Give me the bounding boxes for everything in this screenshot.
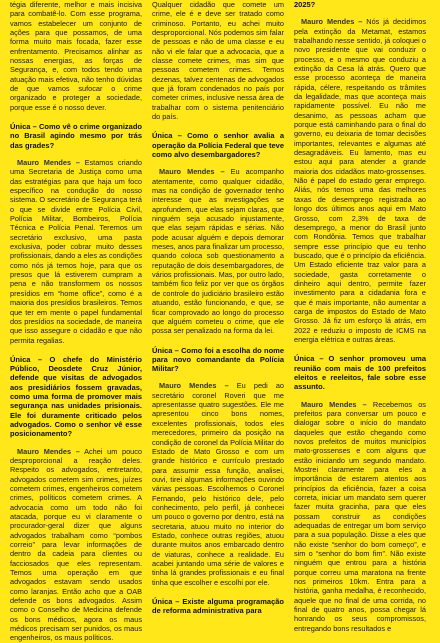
answer-text: Eu acompanho atentamente, como qualquer cidadão, mas na condição de governador tenho interesse que as investigações se aprofundem, que elas sejam claras, que ninguém seja acusado injustamente, que elas sejam rápidas e sérias. Não pode acusar alguém e depois demorar meses, anos para finalizar um processo, quando coloca sob questionamento a reputação de dois desembargadores, de vários profissionais. Mas, por outro lado, também fico feliz por ver que os órgãos de controle do judiciário brasileiro estão atuando, estão funcionando, e que, se ficar comprovado ao longo do processo que alguém cometeu o crime, que ele possa ser penalizado na forma da lei. [152, 167, 284, 336]
column-right [294, 0, 426, 633]
answer-text: Estamos criando uma Secretaria de Justiça como uma das estratégias para que haja um foco específico na condução do nosso sistema. O secretário de Segurança terá o que se divide entre Polícia Civil, Polícia Militar, Bombeiros, Polícia Técnica e Polícia Penal. Teremos um secretário exclusivo, uma pasta exclusiva, poder cobrar muito desses profissionais, dando a eles as condições como nós já temos hoje, para que os presos que lá estiverem cumpram a pena e não transformem os nossos presídios em “home office”, como é a maioria dos presídios brasileiros. Temos que ter em mente o papel fundamental dos presídios na sociedade, de maneira que isso assegure o cidadão e que não permita regalias. [10, 158, 142, 345]
interview-question: Única – O chefe do Ministério Público, Deosdete Cruz Júnior, defende que visitas de advogados aos presidiários fossem gravadas, como uma forma de promover mais segurança nas unidades prisionais. Ele foi duramente criticado pelos advogados. Como o senhor vê esse posicionamento? [10, 354, 142, 439]
interview-answer [152, 167, 284, 335]
speaker-name: Mauro Mendes – [17, 446, 80, 456]
speaker-name: Mauro Mendes – [301, 17, 363, 27]
interview-answer [10, 158, 142, 345]
column-left [10, 0, 142, 643]
interview-question: Única – Como o senhor avalia a operação da Polícia Federal que teve como alvo desembargadores? [152, 131, 284, 160]
interview-question: Única – Existe alguma programação de reforma administrativa para [152, 597, 284, 616]
interview-answer [10, 447, 142, 643]
interview-answer [152, 381, 284, 587]
column-middle [152, 0, 284, 624]
interview-answer [294, 17, 426, 344]
speaker-name: Mauro Mendes – [159, 381, 229, 391]
speaker-name: Mauro Mendes – [17, 158, 80, 168]
interview-question: Única – O senhor promoveu uma reunião com mais de 100 prefeitos eleitos e reeleitos, fale sobre esse assunto. [294, 354, 426, 392]
paragraph: Qualquer cidadão que comete um crime, ele é e deve ser tratado como criminoso. Portanto, eu achei muito desproporcional. Nós podemos sim falar de pessoas e não de uma classe e eu não vi ele falar que a advocacia, que a classe comete crimes, mas sim que pessoas cometem crimes. Temos dezenas, talvez centenas de advogados que já foram condenados no país por cometer crimes, inclusive nessa área de trabalhar com o sistema penitenciário do país. [152, 0, 284, 122]
answer-text: Achei um pouco desproporcional a reação deles. Respeito os advogados, entretanto, advogados cometem sim crimes, juízes cometem crimes, engenheiros cometem crimes, políticos cometem crimes. A advocacia como um todo não foi atacada, porque eu vi claramente o procurador-geral dizer que alguns advogados trabalham como “pombos correio” para levar informações de dentro da cadeia para clientes ou facciosados que eles representam. Temos uma operação em que advogados estavam sendo usados como laranjas. Então acho que a OAB defende os bons advogados. Assim como o Conselho de Medicina defende os bons médicos, agora os maus médicos precisam ser punidos, os maus engenheiros, os maus políticos. [10, 446, 143, 643]
interview-question: Única – Como vê o crime organizado no Brasil agindo mesmo por trás das grades? [10, 122, 142, 150]
interview-question-continued: 2025? [294, 0, 316, 9]
paragraph: tégia diferente, melhor e mais incisiva para combatê-lo. Com esse programa, vamos estabelecer um conjunto de ações para que possamos, de uma forma muito mais focada, fazer esse enfrentamento. Precisamos alinhar as nossas energias, as forças de Segurança, e, com todos tendo uma atuação mais efetiva, não tenho dúvidas de que vamos sufocar o crime organizado e proteger a sociedade, porque esse é o nosso dever. [10, 0, 142, 112]
answer-text: Recebemos os prefeitos para conversar um pouco e dialogar sobre o início do mandato daqueles que estão chegando como novos prefeitos de muitos municípios mato-grossenses e com alguns que estão iniciando um segundo mandato. Mostrei claramente para eles a importância de estarem atentos aos princípios da eficiência, fazer a coisa correta, iniciar um mandato sem querer fazer muita gracinha, para que eles possam construir as condições adequadas de entregar um bom serviço para a sua população. Disse a eles que não existe “senhor do bom começo”, e sim o “senhor do bom fim”. Não existe ninguém que entrou para a história porque correu uma maratona na frente nos primeiros 10km. Entra para a história, ganha medalha, é reconhecido, aquele que no final de uma corrida, no final de quatro anos, possa chegar lá honrando os seus compromissos, entregando bons resultados e [294, 399, 426, 633]
interview-question: Única – Como foi a escolha do nome para novo comandante da Polícia Militar? [152, 345, 284, 374]
interview-answer [294, 400, 426, 634]
answer-text: Eu pedi ao secretário coronel Roveri que me apresentasse quatro sugestões. Ele me apresentou cinco bons nomes, excelentes profissionais, todos eles merecedores, primeiro da posição na condição de coronel da Polícia Militar do Estado de Mato Grosso e com um grande histórico e currículo prestado para assumir essa função, analisei, ouvi, tirei algumas informações ouvindo várias pessoas. Escolhemos o Coronel Fernando, pelo histórico dele, pelo conhecimento, pelo perfil, já conhecei um pouco o governo por dentro, está na secretaria, atuou muito no interior do Estado, conhece outras regiões, atuou durante muitos anos embarcado dentro de viaturas, conhece a realidade. Eu acabei juntando uma série de valores e tinha lá grandes profissionais e eu final tinha que escolher e escolhi por ele. [152, 381, 285, 587]
speaker-name: Mauro Mendes – [159, 167, 225, 177]
speaker-name: Mauro Mendes – [301, 399, 367, 409]
answer-text: Nós já decidimos pela extinção da Metamat, estamos trabalhando nesse sentido, já coloquei o novo presidente que vai conduzir o processo, e o mesmo que conduziu a extinção da Cesa lá atrás. Quero que esse processo aconteça de maneira rápida, célere, respeitando os trâmites da legalidade, mas que aconteça mais rapidamente possível. Eu não me desanimo, as pessoas acham que porque está caminhando para o final do governo, eu deixaria de tomar decisões importantes, relevantes e algumas até desagradáveis. Eu lamento, mas eu estou aqui para atender a grande maioria dos cidadãos mato-grossenses. Não é papel do estado gerar emprego. Aliás, nós temos uma das melhores taxas de desemprego registrada ao longo dos últimos anos aqui em Mato Grosso, com 2,3% de taxa de desemprego, a menor do Brasil junto com Rondônia. Temos que trabalhar sempre esse princípio que eu tenho buscado, que é o princípio da eficiência. Um Estado eficiente traz valor para a sociedade, gasta corretamente o dinheiro aqui dentro, permite fazer investimento para a cidadania fora e que é mais importante, não aumentar a carga de impostos do Estado de Mato Grosso. Já fiz um esforço lá atrás, em 2022 e reduziu o imposto de ICMS na energia elétrica e outras áreas. [294, 17, 426, 344]
